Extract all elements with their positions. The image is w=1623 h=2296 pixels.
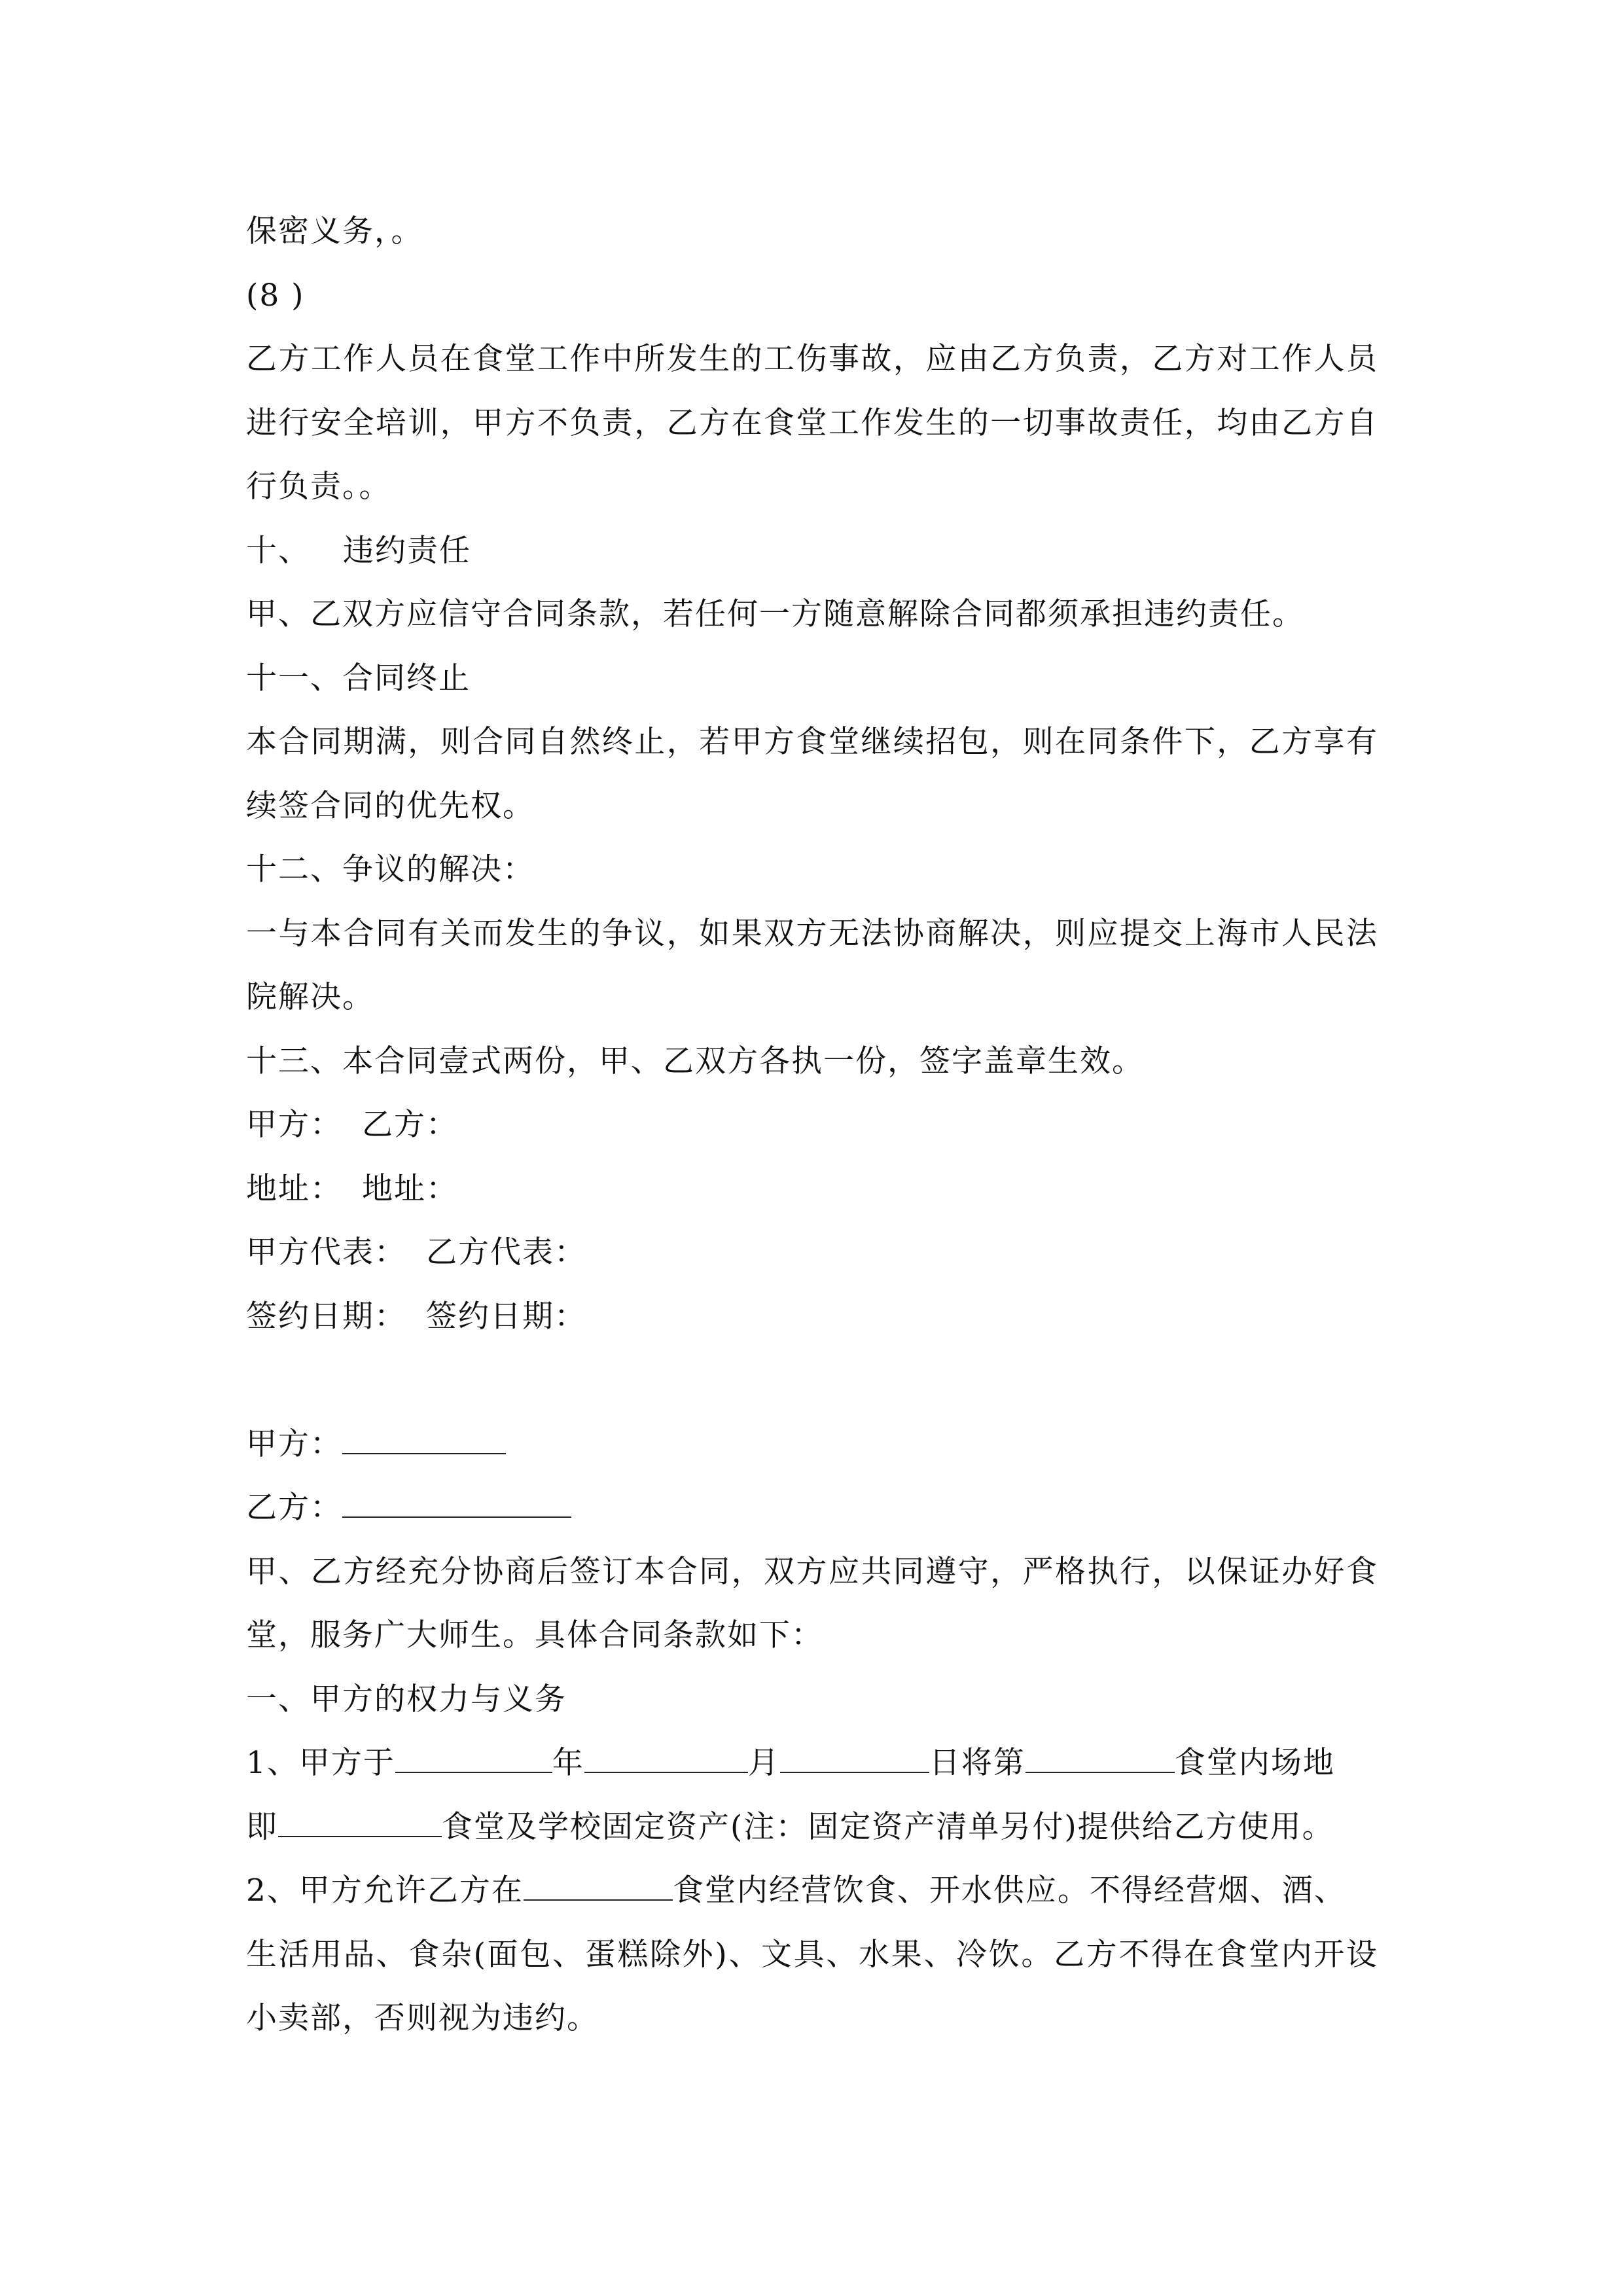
text-line: 一与本合同有关而发生的争议，如果双方无法协商解决，则应提交上海市人民法 [246,915,1378,952]
item-1b-prefix: 即 [246,1808,278,1845]
month-blank [584,1746,748,1773]
text-line: 院解决。 [246,979,374,1015]
date-label-a: 签约日期： [246,1298,406,1335]
canteen-location-blank [524,1873,673,1901]
document-body [246,200,1378,2051]
item-2-prefix: 2、甲方允许乙方在 [246,1873,524,1909]
item-2-tail: 食堂内经营饮食、开水供应。不得经营烟、酒、 [672,1873,1346,1909]
text-line: 进行安全培训，甲方不负责，乙方在食堂工作发生的一切事故责任，均由乙方自 [246,404,1378,441]
section-title: 违约责任 [343,532,471,569]
item-1b-tail: 食堂及学校固定资产(注：固定资产清单另付)提供给乙方使用。 [442,1808,1334,1845]
party-a-blank [342,1427,506,1454]
rep-label-b: 乙方代表： [426,1234,586,1270]
text-line: 十三、本合同壹式两份，甲、乙双方各执一份，签字盖章生效。 [246,1043,1144,1079]
month-label: 月 [747,1745,780,1781]
date-label-b: 签约日期： [426,1298,586,1335]
text-line: 保密义务，。 [246,213,423,249]
section-heading-ten [246,519,1378,583]
text-line: 小卖部，否则视为违约。 [246,2000,599,2036]
item-1-tail: 食堂内场地 [1174,1745,1335,1781]
party-b-blank [342,1490,571,1518]
signature-address [246,1157,1378,1221]
item-2-line [246,1859,1378,1923]
year-blank [395,1746,552,1773]
section-heading: 十一、合同终止 [246,660,471,696]
party-b-label: 乙方： [246,1490,342,1526]
section-heading: 一、甲方的权力与义务 [246,1681,567,1717]
text-line: 续签合同的优先权。 [246,787,535,824]
party-a-line [246,1412,1378,1477]
sign-label-b: 乙方： [362,1107,458,1143]
year-label: 年 [552,1745,584,1781]
signature-date [246,1285,1378,1349]
rep-label-a: 甲方代表： [246,1234,406,1270]
day-label: 日将第 [929,1745,1026,1781]
intro-line: 甲、乙方经充分协商后签订本合同，双方应共同遵守，严格执行，以保证办好食 [246,1553,1378,1590]
canteen-number-blank [1026,1746,1175,1773]
spacer [246,1348,1378,1412]
party-b-line [246,1476,1378,1540]
text-line: 行负责。。 [246,469,391,505]
party-a-label: 甲方： [246,1426,342,1462]
text-line: 本合同期满，则合同自然终止，若甲方食堂继续招包，则在同条件下，乙方享有 [246,724,1378,760]
item-1-prefix: 1、甲方于 [246,1745,395,1781]
sign-label-a: 甲方： [246,1107,342,1143]
item-1b-line [246,1795,1378,1859]
section-heading: 十二、争议的解决： [246,852,535,888]
text-line: 生活用品、食杂(面包、蛋糕除外)、文具、水果、冷饮。乙方不得在食堂内开设 [246,1936,1378,1973]
canteen-blank [278,1810,442,1837]
signature-parties [246,1093,1378,1157]
text-line: 乙方工作人员在食堂工作中所发生的工伤事故，应由乙方负责，乙方对工作人员 [246,341,1378,377]
address-label-a: 地址： [246,1170,342,1207]
address-label-b: 地址： [362,1170,458,1207]
item-1-line [246,1731,1378,1795]
text-line: (8 ) [246,277,305,314]
section-number: 十、 [246,532,310,569]
day-blank [780,1746,929,1773]
signature-rep [246,1221,1378,1285]
intro-line: 堂，服务广大师生。具体合同条款如下： [246,1617,823,1653]
text-line: 甲、乙双方应信守合同条款，若任何一方随意解除合同都须承担违约责任。 [246,596,1304,632]
